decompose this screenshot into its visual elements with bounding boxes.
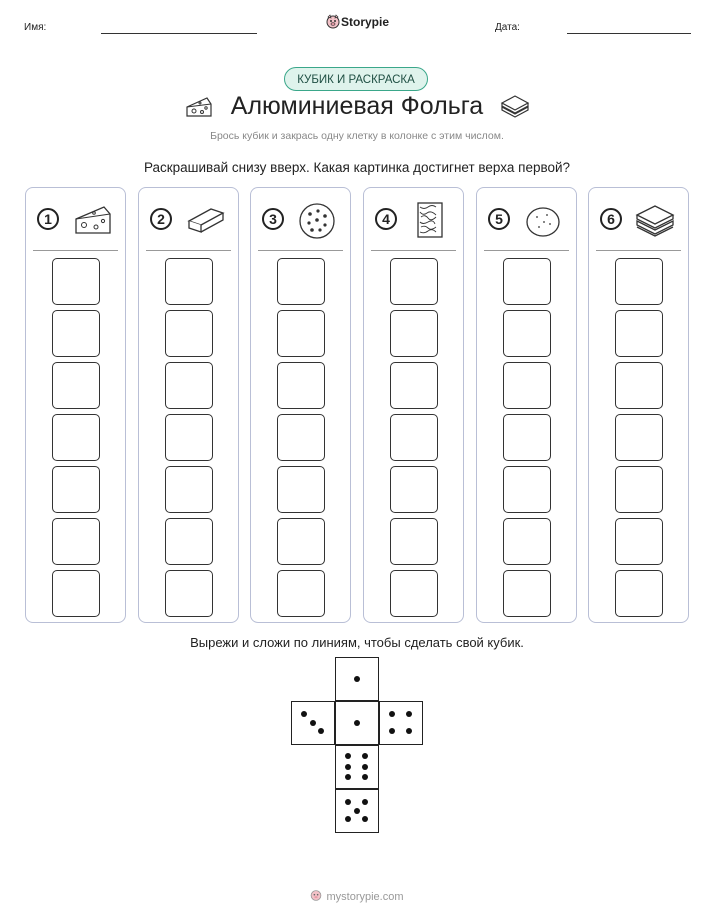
pig-mascot-icon	[310, 889, 322, 902]
color-cell[interactable]	[277, 570, 325, 617]
name-line[interactable]	[101, 33, 257, 34]
dice-pip	[354, 720, 360, 726]
cookie-icon	[297, 201, 337, 239]
dice-pip	[318, 728, 324, 734]
footer-url: mystorypie.com	[326, 891, 404, 903]
color-cell[interactable]	[615, 414, 663, 461]
color-cell[interactable]	[615, 310, 663, 357]
color-cell[interactable]	[390, 466, 438, 513]
color-cell[interactable]	[165, 570, 213, 617]
column-number: 4	[375, 208, 397, 230]
dice-pip	[310, 720, 316, 726]
color-cell[interactable]	[503, 466, 551, 513]
dice-pip	[345, 753, 351, 759]
color-cell[interactable]	[277, 518, 325, 565]
dice-face-1	[335, 701, 379, 745]
color-cell[interactable]	[165, 310, 213, 357]
color-cell[interactable]	[52, 518, 100, 565]
dice-pip	[362, 753, 368, 759]
dice-pip	[362, 774, 368, 780]
date-label: Дата:	[495, 22, 520, 33]
color-cell[interactable]	[277, 310, 325, 357]
dice-pip	[345, 816, 351, 822]
color-cell[interactable]	[390, 310, 438, 357]
dice-pip	[354, 808, 360, 814]
divider	[596, 250, 681, 251]
color-cell[interactable]	[165, 518, 213, 565]
sandwich-icon	[499, 93, 531, 119]
dice-pip	[406, 728, 412, 734]
dice-pip	[345, 764, 351, 770]
color-cell[interactable]	[615, 466, 663, 513]
color-cell[interactable]	[390, 362, 438, 409]
divider	[371, 250, 456, 251]
column-number: 6	[600, 208, 622, 230]
name-label: Имя:	[24, 22, 47, 33]
grated-cheese-icon	[410, 201, 450, 239]
brand-name: Storypie	[341, 15, 390, 29]
color-cell[interactable]	[503, 310, 551, 357]
color-cell[interactable]	[390, 258, 438, 305]
color-cell[interactable]	[165, 362, 213, 409]
column-number: 2	[150, 208, 172, 230]
color-cell[interactable]	[165, 466, 213, 513]
color-cell[interactable]	[390, 518, 438, 565]
color-cell[interactable]	[503, 414, 551, 461]
dice-pip	[345, 799, 351, 805]
color-cell[interactable]	[615, 570, 663, 617]
color-cell[interactable]	[277, 362, 325, 409]
dice-face-1	[335, 657, 379, 701]
coloring-instruction: Раскрашивай снизу вверх. Какая картинка достигнет верха первой?	[143, 160, 571, 175]
dice-pip	[389, 711, 395, 717]
color-cell[interactable]	[615, 258, 663, 305]
color-cell[interactable]	[52, 258, 100, 305]
page-subtitle: Брось кубик и закрась одну клетку в колонке с этим числом.	[210, 130, 504, 142]
color-cell[interactable]	[390, 414, 438, 461]
pig-mascot-icon	[326, 14, 340, 30]
dice-pip	[362, 799, 368, 805]
color-cell[interactable]	[615, 518, 663, 565]
color-cell[interactable]	[503, 362, 551, 409]
dice-column-4	[363, 187, 464, 623]
date-line[interactable]	[567, 33, 691, 34]
dice-pip	[389, 728, 395, 734]
footer	[0, 889, 714, 903]
dice-pip	[406, 711, 412, 717]
color-cell[interactable]	[390, 570, 438, 617]
dice-pip	[362, 816, 368, 822]
divider	[146, 250, 231, 251]
divider	[33, 250, 118, 251]
cheese-icon	[72, 201, 112, 239]
color-cell[interactable]	[52, 362, 100, 409]
activity-badge: КУБИК И РАСКРАСКА	[284, 67, 428, 91]
color-cell[interactable]	[503, 258, 551, 305]
cut-instruction: Вырежи и сложи по линиям, чтобы сделать свой кубик.	[190, 635, 524, 650]
dice-pip	[301, 711, 307, 717]
column-number: 1	[37, 208, 59, 230]
butter-icon	[185, 201, 225, 239]
dice-column-3	[250, 187, 351, 623]
dice-face-5	[335, 789, 379, 833]
color-cell[interactable]	[615, 362, 663, 409]
divider	[484, 250, 569, 251]
dice-column-2	[138, 187, 239, 623]
dice-pip	[354, 676, 360, 682]
potato-icon	[523, 201, 563, 239]
color-cell[interactable]	[52, 466, 100, 513]
column-number: 5	[488, 208, 510, 230]
sandwich-icon	[635, 201, 675, 239]
dice-face-6	[335, 745, 379, 789]
color-cell[interactable]	[52, 310, 100, 357]
color-cell[interactable]	[277, 258, 325, 305]
page-title: Алюминиевая Фольга	[230, 92, 484, 120]
dice-face-3	[291, 701, 335, 745]
dice-pip	[345, 774, 351, 780]
color-cell[interactable]	[277, 466, 325, 513]
dice-column-1	[25, 187, 126, 623]
color-cell[interactable]	[165, 258, 213, 305]
column-number: 3	[262, 208, 284, 230]
color-cell[interactable]	[52, 570, 100, 617]
divider	[258, 250, 343, 251]
dice-column-6	[588, 187, 689, 623]
color-cell[interactable]	[52, 414, 100, 461]
color-cell[interactable]	[165, 414, 213, 461]
dice-face-4	[379, 701, 423, 745]
color-cell[interactable]	[277, 414, 325, 461]
color-cell[interactable]	[503, 570, 551, 617]
color-cell[interactable]	[503, 518, 551, 565]
dice-column-5	[476, 187, 577, 623]
dice-pip	[362, 764, 368, 770]
